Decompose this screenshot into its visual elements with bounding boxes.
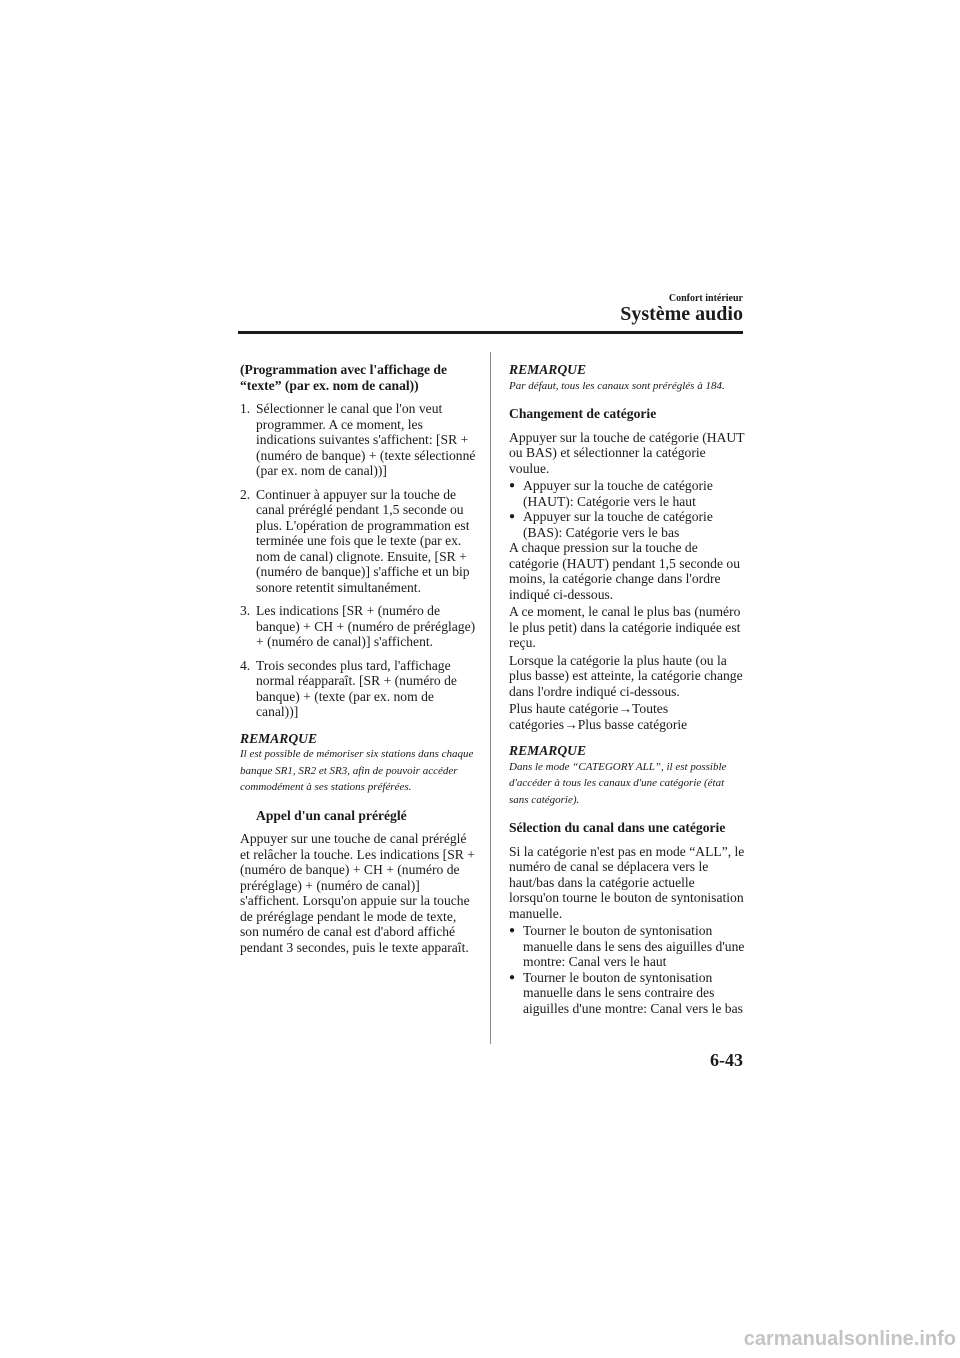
- channel-selection-heading: Sélection du canal dans une catégorie: [509, 820, 726, 835]
- left-column: [240, 362, 478, 957]
- step-text: Sélectionner le canal que l'on veut programmer. A ce moment, les indications suivantes s'affichent: [SR + (numéro de banque) + (texte sélectionné (par ex. nom de canal))]: [256, 401, 476, 478]
- bullet-icon: ●: [509, 480, 516, 491]
- channel-selection-paragraph: Si la catégorie n'est pas en mode “ALL”, le numéro de canal se déplacera vers le haut/bas dans la catégorie actuelle lorsqu'on tourne le bouton de syntonisation manuelle.: [509, 843, 745, 921]
- note-text: Dans le mode “CATEGORY ALL”, il est possible d'accéder à tous les canaux d'une catégorie (état sans catégorie).: [509, 760, 727, 806]
- list-item: [509, 509, 745, 540]
- page-number: 6-43: [710, 1050, 743, 1070]
- note-title: REMARQUE: [240, 730, 318, 746]
- category-paragraph: Appuyer sur la touche de catégorie (HAUT ou BAS) et sélectionner la catégorie voulue.: [509, 429, 745, 476]
- bullet-icon: ●: [509, 925, 516, 936]
- category-heading: Changement de catégorie: [509, 406, 657, 421]
- bullet-icon: ●: [509, 511, 516, 522]
- note-text: Par défaut, tous les canaux sont préréglés à 184.: [509, 379, 725, 392]
- header-rule: [238, 331, 743, 334]
- list-item: [509, 970, 745, 1017]
- page-title: Système audio: [620, 303, 743, 325]
- programming-heading: [240, 362, 478, 393]
- category-paragraph: A chaque pression sur la touche de catégorie (HAUT) pendant 1,5 seconde ou moins, la catégorie change dans l'ordre indiqué ci-dessous.: [509, 540, 741, 602]
- section-label: Confort intérieur: [668, 293, 743, 304]
- programming-heading-line2: “texte” (par ex. nom de canal)): [240, 377, 419, 393]
- column-divider: [490, 352, 491, 1044]
- category-order: Plus haute catégorie→Toutes catégories→Plus basse catégorie: [509, 701, 688, 732]
- step-3: [240, 603, 478, 650]
- note-title: REMARQUE: [509, 743, 587, 758]
- list-item-text: Appuyer sur la touche de catégorie (HAUT): Catégorie vers le haut: [523, 478, 713, 509]
- bullet-icon: ●: [509, 971, 516, 983]
- step-4: [240, 658, 478, 720]
- programming-heading-line1: (Programmation avec l'affichage de: [240, 362, 447, 377]
- list-item: [509, 923, 745, 970]
- recall-paragraph: Appuyer sur une touche de canal préréglé et relâcher la touche. Les indications [SR + (numéro de banque) + CH + (numéro de préréglage) + (numéro de canal)] s'affichent. Lorsqu'on appuie sur la touche de préréglage pendant le mode de texte, son numéro de canal est d'abord affiché pendant 3 secondes, puis le texte apparaît.: [240, 831, 475, 955]
- recall-heading: Appel d'un canal préréglé: [256, 807, 407, 823]
- step-text: Trois secondes plus tard, l'affichage normal réapparaît. [SR + (numéro de banque) + (texte (par ex. nom de canal))]: [256, 657, 457, 719]
- step-number: 3.: [240, 603, 251, 618]
- note-text: Il est possible de mémoriser six stations dans chaque banque SR1, SR2 et SR3, afin de pouvoir accéder commodément à ses stations préférées.: [240, 748, 474, 793]
- category-paragraph: Lorsque la catégorie la plus haute (ou la plus basse) est atteinte, la catégorie change dans l'ordre indiqué ci-dessous.: [509, 652, 743, 699]
- list-item-text: Tourner le bouton de syntonisation manuelle dans le sens des aiguilles d'une montre: Canal vers le haut: [523, 923, 745, 969]
- watermark: carmanualsonline.info: [743, 1328, 956, 1350]
- step-1: [240, 401, 478, 479]
- step-2: [240, 487, 478, 596]
- category-paragraph: A ce moment, le canal le plus bas (numéro le plus petit) dans la catégorie indiquée est reçu.: [509, 604, 741, 650]
- step-text: Continuer à appuyer sur la touche de canal préréglé pendant 1,5 seconde ou plus. L'opération de programmation est terminée une fois que le texte (par ex. nom de canal) clignote. Ensuite, [SR + (numéro de banque)] s'affiche et un bip sonore retentit simultanément.: [256, 486, 470, 595]
- step-number: 2.: [240, 486, 251, 502]
- list-item-text: Tourner le bouton de syntonisation manuelle dans le sens contraire des aiguilles d'une montre: Canal vers le bas: [523, 969, 743, 1016]
- note-title: REMARQUE: [509, 362, 587, 377]
- step-text: Les indications [SR + (numéro de banque) + CH + (numéro de préréglage) + (numéro de canal)] s'affichent.: [256, 603, 476, 649]
- step-number: 1.: [240, 401, 251, 416]
- right-column: [509, 362, 745, 1016]
- list-item-text: Appuyer sur la touche de catégorie (BAS): Catégorie vers le bas: [523, 509, 713, 540]
- list-item: [509, 478, 745, 509]
- step-number: 4.: [240, 657, 251, 673]
